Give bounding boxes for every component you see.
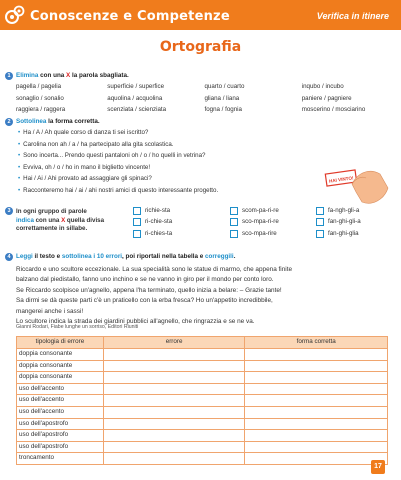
error-cell[interactable] bbox=[103, 383, 245, 395]
correction-cell[interactable] bbox=[245, 406, 388, 418]
exercise-3-instruction bbox=[16, 208, 126, 234]
instr-text: con una bbox=[33, 216, 62, 224]
word-pair[interactable]: gliana / liana bbox=[204, 94, 240, 102]
error-cell[interactable] bbox=[103, 372, 245, 384]
instr-text: la parola sbagliata. bbox=[70, 72, 129, 79]
checkbox[interactable] bbox=[133, 218, 141, 226]
paragraph-line: Riccardo e uno scultore eccezionale. La sua specialità sono le statue di marmo, che appena finite bbox=[16, 266, 293, 273]
list-item[interactable] bbox=[18, 129, 318, 141]
error-cell[interactable] bbox=[103, 418, 245, 430]
correction-cell[interactable] bbox=[245, 395, 388, 407]
checkbox[interactable] bbox=[133, 230, 141, 238]
correction-cell[interactable] bbox=[245, 453, 388, 465]
word-pair[interactable]: pagella / pagelia bbox=[16, 83, 62, 90]
syllable-group-1 bbox=[133, 205, 172, 240]
instr-line: correttamente in sillabe. bbox=[16, 225, 88, 233]
syllable-group-2 bbox=[230, 205, 279, 240]
option-label: sco-mpa-rire bbox=[242, 229, 277, 237]
error-cell[interactable] bbox=[103, 349, 245, 361]
error-type-cell: uso dell'accento bbox=[17, 395, 104, 407]
table-header-row bbox=[17, 337, 388, 349]
syllable-option[interactable] bbox=[316, 217, 361, 229]
option-label: scom-pa-ri-re bbox=[242, 206, 279, 214]
section-title: Conoscenze e Competenze bbox=[30, 9, 230, 24]
page-title: Ortografia bbox=[159, 39, 242, 55]
error-cell[interactable] bbox=[103, 430, 245, 442]
option-label: richie-sta bbox=[145, 206, 171, 214]
syllable-option[interactable] bbox=[230, 205, 279, 217]
correction-cell[interactable] bbox=[245, 430, 388, 442]
exercise-3-number: 3 bbox=[5, 207, 13, 215]
error-cell[interactable] bbox=[103, 453, 245, 465]
syllable-option[interactable] bbox=[316, 205, 361, 217]
instr-keyword: sottolinea i 10 errori bbox=[61, 253, 123, 260]
table-row bbox=[17, 372, 388, 384]
word-row bbox=[16, 95, 391, 107]
correction-cell[interactable] bbox=[245, 418, 388, 430]
hand-with-ticket-illustration bbox=[322, 158, 392, 210]
instr-x: X bbox=[66, 72, 71, 79]
instr-x: X bbox=[61, 216, 66, 224]
word-pair[interactable]: fogna / fognia bbox=[204, 106, 242, 113]
option-label: sco-mpa-ri-re bbox=[242, 218, 279, 226]
word-pair[interactable]: paniere / pagniere bbox=[301, 94, 352, 102]
exercise-4-paragraph bbox=[16, 265, 388, 327]
table-row bbox=[17, 406, 388, 418]
syllable-option[interactable] bbox=[133, 205, 172, 217]
sentence: Sono incerta... Prendo questi pantaloni oh / o / ho quelli in vetrina? bbox=[23, 152, 206, 159]
ticket-text: HAI VINTO! bbox=[328, 175, 354, 184]
instr-text: , poi riportali nella tabella e bbox=[122, 253, 205, 260]
error-type-cell: uso dell'apostrofo bbox=[17, 441, 104, 453]
checkbox[interactable] bbox=[230, 218, 238, 226]
checkbox[interactable] bbox=[230, 230, 238, 238]
error-cell[interactable] bbox=[103, 360, 245, 372]
list-item[interactable] bbox=[18, 164, 318, 176]
error-table bbox=[16, 336, 388, 465]
list-item[interactable] bbox=[18, 141, 318, 153]
option-label: ri-chie-sta bbox=[145, 218, 173, 226]
bullet-icon: • bbox=[18, 152, 21, 159]
checkbox[interactable] bbox=[230, 207, 238, 215]
error-type-cell: doppia consonante bbox=[17, 372, 104, 384]
word-pair[interactable]: quarto / cuarto bbox=[204, 83, 245, 90]
sentence: Racconteremo hai / ai / ahi nostri amici di questo interessante progetto. bbox=[23, 186, 219, 194]
source-citation: Gianni Rodari, Fiabe lunghe un sorriso, Editori Riuniti bbox=[16, 324, 139, 330]
word-pair[interactable]: sonaglio / sonalio bbox=[16, 94, 64, 102]
exercise-4-instruction bbox=[16, 253, 235, 262]
error-cell[interactable] bbox=[103, 406, 245, 418]
instr-text: la forma corretta. bbox=[46, 118, 100, 125]
exercise-1-word-grid bbox=[16, 83, 391, 118]
gears-logo-icon bbox=[4, 4, 26, 26]
correction-cell[interactable] bbox=[245, 383, 388, 395]
sentence: Evviva, oh / o / ho in mano il biglietto vincente! bbox=[23, 163, 151, 171]
bullet-icon: • bbox=[18, 175, 21, 182]
column-header: tipologia di errore bbox=[17, 337, 104, 349]
word-pair[interactable]: inqubo / incubo bbox=[301, 83, 344, 90]
table-row bbox=[17, 441, 388, 453]
instr-line: In ogni gruppo di parole bbox=[16, 208, 87, 215]
bullet-icon: • bbox=[18, 163, 21, 171]
table-row bbox=[17, 453, 388, 465]
error-type-cell: uso dell'apostrofo bbox=[17, 430, 104, 442]
error-type-cell: doppia consonante bbox=[17, 349, 104, 361]
sentence: Carolina non ah / a / ha partecipato alla gita scolastica. bbox=[23, 140, 174, 148]
paragraph-line: balzano dal piedistallo, fanno uno inchino e se ne vanno in giro per il mondo per conto loro. bbox=[16, 276, 274, 284]
checkbox[interactable] bbox=[316, 207, 324, 215]
word-pair[interactable]: moscerino / mosciarino bbox=[301, 106, 366, 113]
checkbox[interactable] bbox=[316, 230, 324, 238]
exercise-2-number: 2 bbox=[5, 118, 13, 126]
error-type-cell: uso dell'accento bbox=[17, 406, 104, 418]
paragraph-line: mangerei anche i sassi! bbox=[16, 307, 84, 315]
word-row bbox=[16, 106, 391, 118]
table-row bbox=[17, 349, 388, 361]
checkbox[interactable] bbox=[133, 207, 141, 215]
bullet-icon: • bbox=[18, 129, 21, 136]
word-pair[interactable]: scenziata / scienziata bbox=[107, 106, 167, 113]
error-type-cell: doppia consonante bbox=[17, 360, 104, 372]
word-pair[interactable]: raggiera / raggera bbox=[16, 106, 66, 113]
sentence: Hai / Ai / Ahi provato ad assaggiare gli spinaci? bbox=[23, 175, 152, 182]
exercise-2-sentence-list bbox=[18, 129, 318, 198]
column-header: forma corretta bbox=[245, 337, 388, 349]
list-item[interactable] bbox=[18, 175, 318, 187]
table-row bbox=[17, 383, 388, 395]
list-item[interactable] bbox=[18, 152, 318, 164]
syllable-option[interactable] bbox=[133, 217, 172, 229]
section-subtitle: Verifica in itinere bbox=[316, 11, 389, 21]
instr-keyword: indica bbox=[16, 216, 34, 224]
header-bar bbox=[0, 0, 401, 30]
option-label: fa-ngh-gli-a bbox=[328, 206, 360, 214]
syllable-group-3 bbox=[316, 205, 361, 240]
instr-keyword: correggili bbox=[204, 253, 234, 260]
instr-text: quella divisa bbox=[65, 216, 105, 224]
instr-line bbox=[16, 217, 126, 226]
syllable-option[interactable] bbox=[230, 217, 279, 229]
table-row bbox=[17, 418, 388, 430]
correction-cell[interactable] bbox=[245, 349, 388, 361]
list-item[interactable] bbox=[18, 187, 318, 199]
option-label: fan-ghi-gli-a bbox=[328, 218, 361, 226]
correction-cell[interactable] bbox=[245, 441, 388, 453]
word-pair[interactable]: aquolina / acquolina bbox=[107, 94, 163, 102]
option-label: fan-ghi-glia bbox=[328, 229, 359, 237]
syllable-option[interactable] bbox=[316, 228, 361, 240]
word-pair[interactable]: superficie / superfice bbox=[107, 83, 165, 90]
checkbox[interactable] bbox=[316, 218, 324, 226]
table-row bbox=[17, 360, 388, 372]
instr-text: il testo e bbox=[32, 253, 62, 260]
correction-cell[interactable] bbox=[245, 360, 388, 372]
exercise-1-number: 1 bbox=[5, 72, 13, 80]
bullet-icon: • bbox=[18, 186, 21, 194]
bullet-icon: • bbox=[18, 140, 21, 148]
sentence: Ha / A / Ah quale corso di danza ti sei iscritto? bbox=[23, 129, 149, 136]
error-type-cell: uso dell'accento bbox=[17, 383, 104, 395]
instr-keyword: Elimina bbox=[16, 72, 39, 79]
exercise-1-instruction bbox=[16, 72, 129, 81]
correction-cell[interactable] bbox=[245, 372, 388, 384]
page-number: 17 bbox=[371, 460, 385, 474]
instr-keyword: Sottolinea bbox=[16, 118, 47, 125]
column-header: errore bbox=[103, 337, 245, 349]
exercise-4-number: 4 bbox=[5, 253, 13, 261]
paragraph-line: Se Riccardo scolpisce un'agnello, appena l'ha terminato, quello inizia a belare: – Grazie tante! bbox=[16, 286, 282, 294]
error-type-cell: troncamento bbox=[17, 453, 104, 465]
error-cell[interactable] bbox=[103, 395, 245, 407]
syllable-option[interactable] bbox=[230, 228, 279, 240]
table-row bbox=[17, 430, 388, 442]
option-label: ri-chies-ta bbox=[145, 229, 173, 237]
instr-text: . bbox=[233, 253, 236, 260]
error-cell[interactable] bbox=[103, 441, 245, 453]
syllable-option[interactable] bbox=[133, 228, 172, 240]
paragraph-line: Lo scultore indica la strada dei giardini pubblici all'agnello, che ringrazzia e se ne va. bbox=[16, 317, 255, 325]
word-row bbox=[16, 83, 391, 95]
error-type-cell: uso dell'apostrofo bbox=[17, 418, 104, 430]
exercise-2-instruction bbox=[16, 118, 100, 127]
instr-keyword: Leggi bbox=[16, 253, 33, 260]
paragraph-line: Sa dirmi se dà queste parti c'è un praticello con la erba fresca? Ho un'appetito incredibbile, bbox=[16, 297, 273, 305]
table-row bbox=[17, 395, 388, 407]
instr-text: con una bbox=[38, 72, 67, 79]
